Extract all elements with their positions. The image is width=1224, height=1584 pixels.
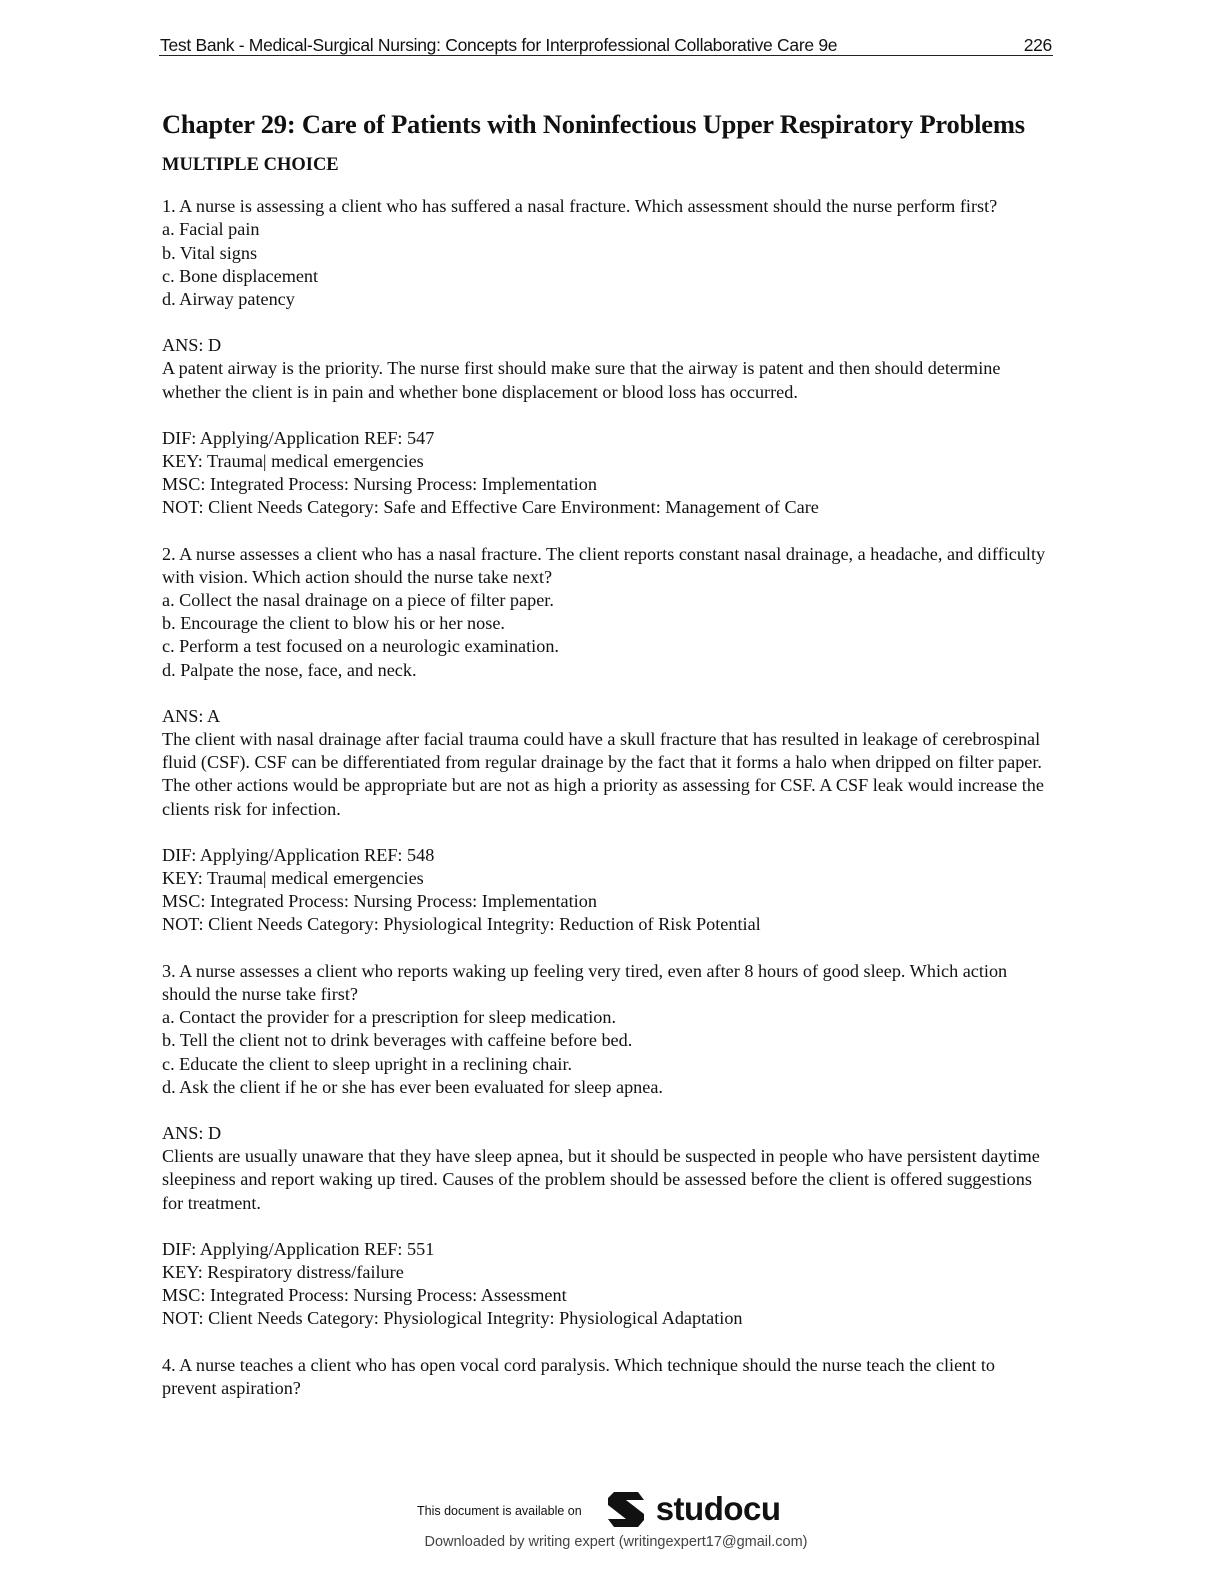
brand-name: studocu [655,1490,781,1527]
meta-dif: DIF: Applying/Application REF: 548 [162,844,435,865]
meta-dif: DIF: Applying/Application REF: 547 [162,427,435,448]
studocu-logo[interactable] [608,1489,781,1529]
question-stem: 2. A nurse assesses a client who has a nasal fracture. The client reports constant nasal drainage, a headache, and difficulty with vision. Which action should the nurse take next? [162,543,1046,587]
option-b: b. Vital signs [162,242,258,263]
option-d: d. Ask the client if he or she has ever been evaluated for sleep apnea. [162,1076,663,1097]
chapter-title: Chapter 29: Care of Patients with Noninfectious Upper Respiratory Problems [162,109,1025,139]
option-c: c. Perform a test focused on a neurologic examination. [162,636,559,657]
option-b: b. Tell the client not to drink beverages with caffeine before bed. [162,1030,633,1051]
meta-msc: MSC: Integrated Process: Nursing Process: Implementation [162,474,597,495]
studocu-logo-icon [608,1489,650,1529]
question-3 [162,960,1052,1331]
document-title: Test Bank - Medical-Surgical Nursing: Concepts for Interprofessional Collaborative Care 9e [160,35,838,55]
rationale: A patent airway is the priority. The nurse first should make sure that the airway is patent and then should determine whether the client is in pain and whether bone displacement or blood loss has occurred. [162,358,1001,402]
meta-key: KEY: Trauma| medical emergencies [162,451,424,472]
option-a: a. Contact the provider for a prescription for sleep medication. [162,1007,617,1028]
option-d: d. Airway patency [162,289,295,310]
downloaded-by-text: Downloaded by writing expert (writingexpert17@gmail.com) [424,1534,808,1550]
option-c: c. Educate the client to sleep upright in a reclining chair. [162,1053,573,1074]
meta-not: NOT: Client Needs Category: Physiological Integrity: Physiological Adaptation [162,1308,743,1329]
rationale: Clients are usually unaware that they have sleep apnea, but it should be suspected in people who have persistent daytime sleepiness and report waking up tired. Causes of the problem should be assessed before the client is offered suggestions for treatment. [162,1146,1040,1213]
page-number: 226 [1023,35,1052,55]
meta-msc: MSC: Integrated Process: Nursing Process: Implementation [162,891,597,912]
question-stem: 1. A nurse is assessing a client who has suffered a nasal fracture. Which assessment should the nurse perform first? [162,196,998,217]
option-d: d. Palpate the nose, face, and neck. [162,659,417,680]
rationale: The client with nasal drainage after facial trauma could have a skull fracture that has resulted in leakage of cerebrospinal fluid (CSF). CSF can be differentiated from regular drainage by the fact that it forms a halo when dripped on filter paper. The other actions would be appropriate but are not as high a priority as assessing for CSF. A CSF leak would increase the clients risk for infection. [162,729,1044,819]
meta-dif: DIF: Applying/Application REF: 551 [162,1238,435,1259]
option-b: b. Encourage the client to blow his or her nose. [162,613,505,634]
question-4 [162,1354,1052,1400]
question-1 [162,195,1052,519]
meta-msc: MSC: Integrated Process: Nursing Process: Assessment [162,1285,567,1306]
page-header [159,33,1053,56]
answer-key: ANS: A [162,705,221,726]
question-stem: 3. A nurse assesses a client who reports waking up feeling very tired, even after 8 hours of good sleep. Which action should the nurse take first? [162,960,1008,1004]
option-c: c. Bone displacement [162,265,319,286]
question-2 [162,543,1052,937]
available-on-text: This document is available on [417,1504,582,1518]
option-a: a. Facial pain [162,219,260,240]
availability-banner [417,1486,781,1532]
answer-key: ANS: D [162,1122,222,1143]
meta-key: KEY: Trauma| medical emergencies [162,868,424,889]
answer-key: ANS: D [162,335,222,356]
meta-not: NOT: Client Needs Category: Safe and Effective Care Environment: Management of Care [162,497,819,518]
option-a: a. Collect the nasal drainage on a piece of filter paper. [162,590,554,611]
meta-not: NOT: Client Needs Category: Physiological Integrity: Reduction of Risk Potential [162,914,761,935]
meta-key: KEY: Respiratory distress/failure [162,1261,404,1282]
question-stem: 4. A nurse teaches a client who has open vocal cord paralysis. Which technique should the nurse teach the client to prevent aspiration? [162,1354,996,1398]
section-heading: MULTIPLE CHOICE [162,155,339,175]
document-body [162,108,1052,1400]
